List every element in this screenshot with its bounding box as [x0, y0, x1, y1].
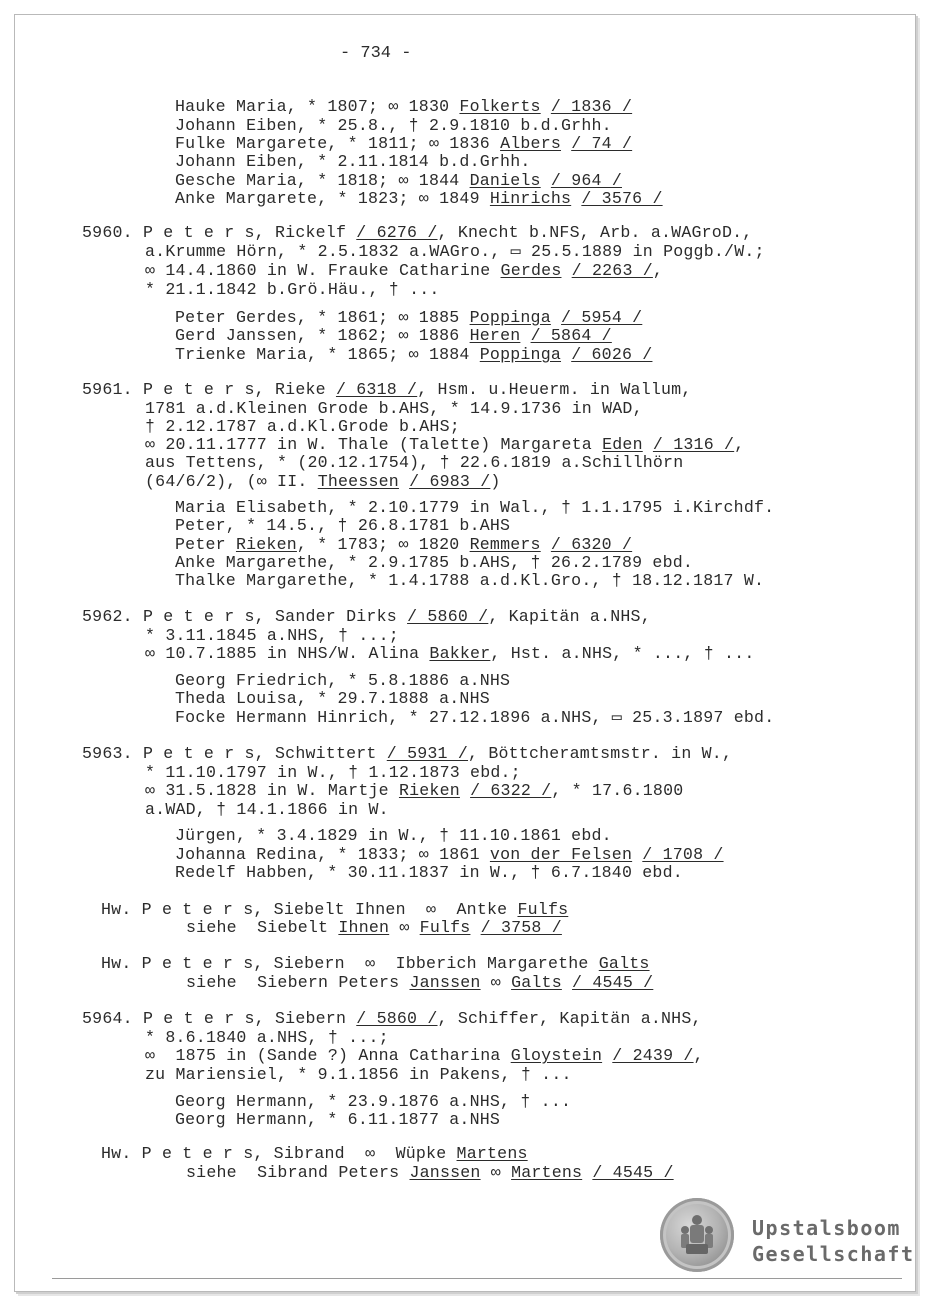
underlined-run: Janssen — [409, 1163, 481, 1182]
underlined-run: Galts — [511, 973, 562, 992]
underlined-run: / 6983 / — [409, 472, 491, 491]
text-run: a.Krumme Hörn, * 2.5.1832 a.WAGro., ▭ 25.5.1889 in Poggb./W.; — [145, 242, 765, 261]
text-line — [145, 473, 501, 491]
underlined-run: Fulfs — [419, 918, 471, 937]
text-run: 5960. P e t e r s, Rickelf — [82, 223, 357, 242]
underlined-run: Bakker — [429, 644, 491, 663]
text-run — [541, 171, 551, 190]
underlined-run: Fulfs — [517, 900, 569, 919]
text-line — [145, 801, 389, 819]
text-run — [541, 535, 551, 554]
text-run: ∞ — [480, 1163, 512, 1182]
text-run: Trienke Maria, * 1865; ∞ 1884 — [175, 345, 480, 364]
underlined-run: / 3758 / — [480, 918, 562, 937]
underlined-run: / 4545 / — [592, 1163, 674, 1182]
text-line — [186, 919, 562, 937]
text-run: siehe Siebern Peters — [186, 973, 410, 992]
text-line — [175, 1093, 571, 1111]
text-run — [561, 261, 571, 280]
underlined-run: Poppinga — [469, 308, 551, 327]
text-line — [175, 309, 642, 327]
text-line — [145, 400, 643, 418]
underlined-run: / 5860 / — [356, 1009, 438, 1028]
text-run: * 8.6.1840 a.NHS, † ...; — [145, 1028, 389, 1047]
text-line — [175, 536, 632, 554]
text-line — [145, 262, 663, 280]
text-run — [551, 308, 561, 327]
text-run: Anke Margarethe, * 2.9.1785 b.AHS, † 26.2.1789 ebd. — [175, 553, 694, 572]
text-line — [175, 690, 490, 708]
text-run: Georg Hermann, * 23.9.1876 a.NHS, † ... — [175, 1092, 572, 1111]
text-line — [175, 864, 683, 882]
underlined-run: / 6318 / — [335, 380, 418, 399]
text-line — [175, 1111, 500, 1129]
text-run: Gerd Janssen, * 1862; ∞ 1886 — [175, 326, 470, 345]
underlined-run: / 5860 / — [407, 607, 489, 626]
bottom-rule — [52, 1278, 902, 1279]
text-run: ∞ — [480, 973, 512, 992]
text-run: Focke Hermann Hinrich, * 27.12.1896 a.NHS, ▭ 25.3.1897 ebd. — [175, 708, 775, 727]
upstalsboom-seal-icon — [660, 1198, 734, 1272]
text-run: , Böttcheramtsmstr. in W., — [468, 744, 733, 763]
text-line — [175, 709, 774, 727]
text-run: Georg Hermann, * 6.11.1877 a.NHS — [175, 1110, 501, 1129]
text-run — [602, 1046, 612, 1065]
underlined-run: Hinrichs — [489, 189, 572, 208]
text-line — [82, 1010, 702, 1028]
text-line — [175, 98, 632, 116]
text-line — [175, 117, 612, 135]
text-line — [145, 454, 683, 472]
text-line — [101, 901, 568, 919]
underlined-run: / 6320 / — [550, 535, 633, 554]
text-line — [175, 346, 652, 364]
text-run: Georg Friedrich, * 5.8.1886 a.NHS — [175, 671, 511, 690]
text-line — [82, 745, 732, 763]
text-run: Hw. P e t e r s, Sibrand ∞ Wüpke — [101, 1144, 457, 1163]
underlined-run: Rieken — [235, 535, 297, 554]
text-run: Johanna Redina, * 1833; ∞ 1861 — [175, 845, 490, 864]
text-run: ∞ 1875 in (Sande ?) Anna Catharina — [145, 1046, 511, 1065]
underlined-run: / 6026 / — [571, 345, 653, 364]
text-run: ) — [490, 472, 501, 491]
text-line — [175, 672, 510, 690]
text-run — [460, 781, 470, 800]
seal-figures-icon — [678, 1212, 716, 1258]
text-line — [82, 608, 651, 626]
text-line — [175, 572, 764, 590]
text-run — [541, 97, 551, 116]
text-line — [145, 782, 683, 800]
text-line — [145, 764, 521, 782]
underlined-run: von der Felsen — [489, 845, 633, 864]
text-line — [145, 1029, 389, 1047]
text-run: , — [693, 1046, 704, 1065]
underlined-run: Folkerts — [459, 97, 541, 116]
text-run: Anke Margarete, * 1823; ∞ 1849 — [175, 189, 490, 208]
underlined-run: Gloystein — [510, 1046, 603, 1065]
text-run: 5961. P e t e r s, Rieke — [82, 380, 336, 399]
text-line — [175, 517, 510, 535]
text-run — [561, 134, 571, 153]
text-run: 5964. P e t e r s, Siebern — [82, 1009, 357, 1028]
underlined-run: Ihnen — [338, 918, 390, 937]
text-run: a.WAD, † 14.1.1866 in W. — [145, 800, 389, 819]
text-line — [145, 1066, 572, 1084]
text-run: Gesche Maria, * 1818; ∞ 1844 — [175, 171, 470, 190]
underlined-run: Martens — [456, 1144, 528, 1163]
underlined-run: / 6322 / — [470, 781, 552, 800]
underlined-run: Albers — [500, 134, 562, 153]
text-line — [145, 627, 399, 645]
text-run: Peter — [175, 535, 236, 554]
text-line — [175, 554, 693, 572]
text-run — [571, 189, 581, 208]
text-line — [175, 190, 663, 208]
underlined-run: / 3576 / — [581, 189, 663, 208]
text-run — [632, 845, 642, 864]
text-run: , Hst. a.NHS, * ..., † ... — [490, 644, 755, 663]
underlined-run: Eden — [602, 435, 643, 454]
text-run: 5963. P e t e r s, Schwittert — [82, 744, 387, 763]
text-run: Theda Louisa, * 29.7.1888 a.NHS — [175, 689, 490, 708]
text-run: * 11.10.1797 in W., † 1.12.1873 ebd.; — [145, 763, 521, 782]
text-line — [145, 645, 754, 663]
text-line — [186, 974, 653, 992]
text-run: , — [652, 261, 664, 280]
text-run — [582, 1163, 592, 1182]
logo-line2: Gesellschaft — [752, 1242, 915, 1266]
underlined-run: Poppinga — [479, 345, 562, 364]
underlined-run: Galts — [598, 954, 650, 973]
underlined-run: Heren — [469, 326, 521, 345]
text-run: Hw. P e t e r s, Siebern ∞ Ibberich Margarethe — [101, 954, 599, 973]
text-run: ∞ 10.7.1885 in NHS/W. Alina — [145, 644, 430, 663]
underlined-run: / 4545 / — [572, 973, 654, 992]
underlined-run: Remmers — [469, 535, 541, 554]
text-run — [562, 973, 572, 992]
text-run: ∞ 31.5.1828 in W. Martje — [145, 781, 399, 800]
text-run: ∞ 14.4.1860 in W. Frauke Catharine — [145, 261, 501, 280]
text-line — [175, 135, 632, 153]
text-line — [175, 499, 774, 517]
text-run: (64/6/2), (∞ II. — [145, 472, 318, 491]
text-run: † 2.12.1787 a.d.Kl.Grode b.AHS; — [145, 417, 460, 436]
text-line — [82, 381, 691, 399]
text-line — [145, 436, 744, 454]
text-run: siehe Sibrand Peters — [186, 1163, 410, 1182]
text-run: 5962. P e t e r s, Sander Dirks — [82, 607, 408, 626]
text-run: , Kapitän a.NHS, — [488, 607, 651, 626]
text-run: Redelf Habben, * 30.11.1837 in W., † 6.7.1840 ebd. — [175, 863, 683, 882]
underlined-run: Daniels — [469, 171, 541, 190]
underlined-run: Gerdes — [500, 261, 562, 280]
underlined-run: / 1836 / — [550, 97, 633, 116]
text-run: Peter Gerdes, * 1861; ∞ 1885 — [175, 308, 470, 327]
text-run: Peter, * 14.5., † 26.8.1781 b.AHS — [175, 516, 511, 535]
text-run: aus Tettens, * (20.12.1754), † 22.6.1819 a.Schillhörn — [145, 453, 684, 472]
text-run: siehe Siebelt — [186, 918, 339, 937]
text-run: Johann Eiben, * 25.8., † 2.9.1810 b.d.Grhh. — [175, 116, 612, 135]
underlined-run: / 5864 / — [530, 326, 612, 345]
text-run: Jürgen, * 3.4.1829 in W., † 11.10.1861 ebd. — [175, 826, 612, 845]
underlined-run: / 964 / — [550, 171, 622, 190]
text-run: , * 1783; ∞ 1820 — [296, 535, 470, 554]
text-line — [175, 827, 612, 845]
text-line — [101, 955, 650, 973]
text-run — [561, 345, 571, 364]
text-line — [175, 327, 612, 345]
text-run: zu Mariensiel, * 9.1.1856 in Pakens, † ... — [145, 1065, 572, 1084]
text-run: ∞ 20.11.1777 in W. Thale (Talette) Margareta — [145, 435, 603, 454]
text-line — [145, 243, 765, 261]
text-run: , Hsm. u.Heuerm. in Wallum, — [417, 380, 692, 399]
underlined-run: / 6276 / — [356, 223, 438, 242]
underlined-run: / 1708 / — [642, 845, 724, 864]
text-line — [145, 281, 440, 299]
text-run: ∞ — [389, 918, 420, 937]
logo-line1: Upstalsboom — [752, 1216, 901, 1240]
text-run — [520, 326, 530, 345]
underlined-run: Janssen — [409, 973, 481, 992]
text-run: Fulke Margarete, * 1811; ∞ 1836 — [175, 134, 501, 153]
text-run — [643, 435, 653, 454]
text-run — [399, 472, 409, 491]
text-run: Hauke Maria, * 1807; ∞ 1830 — [175, 97, 460, 116]
text-run: 1781 a.d.Kleinen Grode b.AHS, * 14.9.1736 in WAD, — [145, 399, 643, 418]
text-run: , Schiffer, Kapitän a.NHS, — [437, 1009, 702, 1028]
underlined-run: / 2263 / — [571, 261, 653, 280]
text-run: Hw. P e t e r s, Siebelt Ihnen ∞ Antke — [101, 900, 518, 919]
text-line — [145, 418, 460, 436]
underlined-run: Rieken — [398, 781, 460, 800]
text-run: Johann Eiben, * 2.11.1814 b.d.Grhh. — [175, 152, 531, 171]
underlined-run: / 2439 / — [612, 1046, 694, 1065]
page-number: - 734 - — [340, 44, 412, 63]
text-run: Thalke Margarethe, * 1.4.1788 a.d.Kl.Gro., † 18.12.1817 W. — [175, 571, 765, 590]
text-line — [82, 224, 752, 242]
underlined-run: Martens — [511, 1163, 583, 1182]
underlined-run: / 5931 / — [386, 744, 469, 763]
text-run — [470, 918, 480, 937]
text-line — [175, 846, 724, 864]
text-line — [175, 153, 531, 171]
text-line — [175, 172, 622, 190]
text-run: , Knecht b.NFS, Arb. a.WAGroD., — [437, 223, 753, 242]
text-line — [186, 1164, 674, 1182]
text-run: * 3.11.1845 a.NHS, † ...; — [145, 626, 399, 645]
text-run: , — [734, 435, 745, 454]
text-run: Maria Elisabeth, * 2.10.1779 in Wal., † 1.1.1795 i.Kirchdf. — [175, 498, 775, 517]
text-run: , * 17.6.1800 — [551, 781, 684, 800]
underlined-run: / 74 / — [571, 134, 633, 153]
text-run: * 21.1.1842 b.Grö.Häu., † ... — [145, 280, 440, 299]
underlined-run: Theessen — [317, 472, 399, 491]
text-line — [145, 1047, 704, 1065]
underlined-run: / 1316 / — [652, 435, 735, 454]
underlined-run: / 5954 / — [561, 308, 643, 327]
text-line — [101, 1145, 528, 1163]
